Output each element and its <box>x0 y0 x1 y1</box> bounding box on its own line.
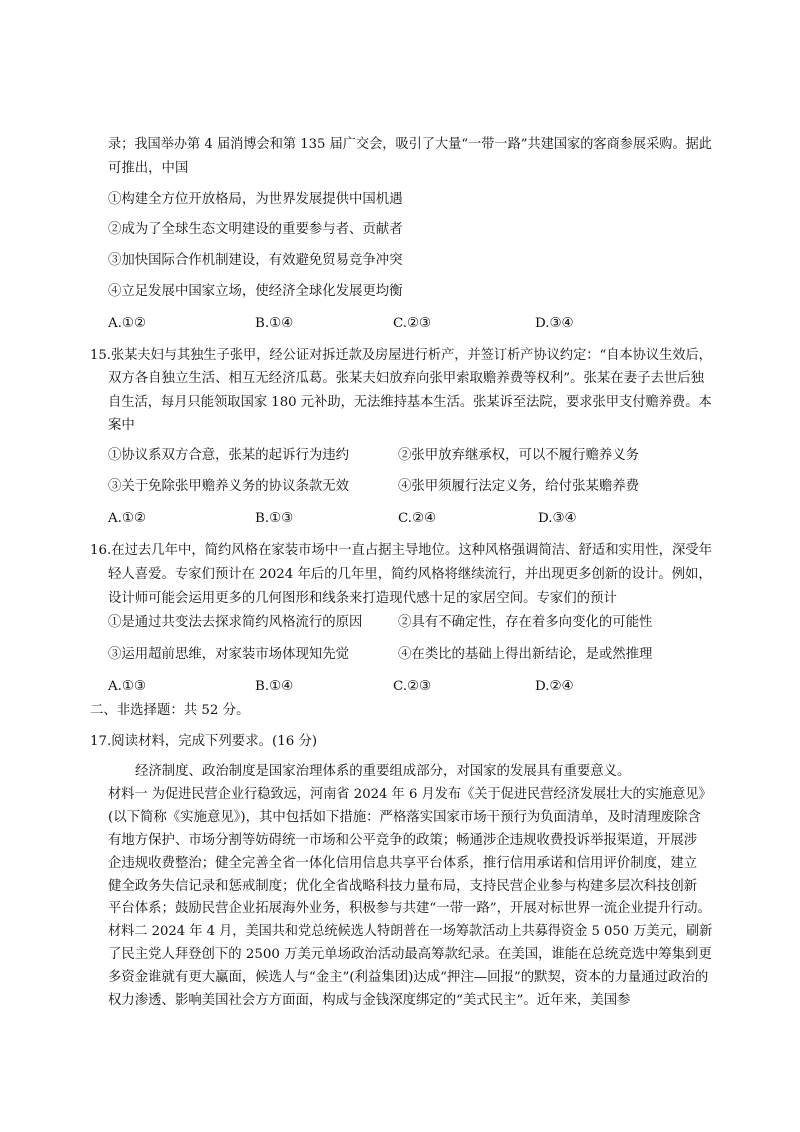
material-1-line-3: 有地方保护、市场分割等妨碍统一市场和公平竞争的政策；畅通涉企违规收费投诉举报渠道，开展涉 <box>108 833 698 848</box>
material-2-line-1: 材料二 2024 年 4 月，美国共和党总统候选人特朗普在一场筹款活动上共募得资金 5 050 万美元，刷新 <box>108 924 713 939</box>
q14-stem-line-2: 可推出，中国 <box>108 161 189 176</box>
q15-option-b: B.①③ <box>255 511 294 526</box>
q15-stem-line-3: 自生活，每月只能领取国家 180 元补助，无法维持基本生活。张某诉至法院，要求张甲支付赡养费。本 <box>108 395 712 410</box>
material-2-line-3: 多资金谁就有更大赢面，候选人与“金主”(利益集团)达成“押注—回报”的默契，资本的力量通过政治的 <box>108 970 709 985</box>
q16-item-4: ④在类比的基础上得出新结论，是或然推理 <box>398 647 653 662</box>
material-2-line-4: 权力渗透、影响美国社会方方面面，构成与金钱深度绑定的“美式民主”。近年来，美国参 <box>108 993 631 1008</box>
material-1-line-1: 材料一 为促进民营企业行稳致远，河南省 2024 年 6 月发布《关于促进民营经济发展壮大的实施意见》 <box>108 787 712 802</box>
q15-stem-line-4: 案中 <box>108 418 135 433</box>
q16-item-2: ②具有不确定性，存在着多向变化的可能性 <box>398 615 653 630</box>
q17-title: 17.阅读材料，完成下列要求。(16 分) <box>90 734 318 749</box>
q15-item-3: ③关于免除张甲赡养义务的协议条款无效 <box>108 479 350 494</box>
q16-stem-line-3: 设计师可能会运用更多的几何图形和线条来打造现代感十足的家居空间。专家们的预计 <box>108 591 617 606</box>
q17-intro: 经济制度、政治制度是国家治理体系的重要组成部分，对国家的发展具有重要意义。 <box>135 764 631 779</box>
q15-item-1: ①协议系双方合意，张某的起诉行为违约 <box>108 448 350 463</box>
q15-item-2: ②张甲放弃继承权，可以不履行赡养义务 <box>398 448 640 463</box>
q15-item-4: ④张甲须履行法定义务，给付张某赡养费 <box>398 479 640 494</box>
q14-item-2: ②成为了全球生态文明建设的重要参与者、贡献者 <box>108 222 403 237</box>
q14-option-d: D.③④ <box>535 316 574 331</box>
q15-option-a: A.①② <box>108 511 146 526</box>
material-1-line-2: (以下简称《实施意见》)，其中包括如下措施：严格落实国家市场干预行为负面清单，及时清理废除含 <box>108 810 701 825</box>
q14-option-b: B.①④ <box>255 316 294 331</box>
q14-option-a: A.①② <box>108 316 146 331</box>
q14-item-4: ④立足发展中国家立场，使经济全球化发展更均衡 <box>108 284 403 299</box>
q16-stem-line-2: 轻人喜爱。专家们预计在 2024 年后的几年里，简约风格将继续流行，并出现更多创新的设计。例如， <box>108 567 712 582</box>
q16-option-a: A.①③ <box>108 679 146 694</box>
q14-item-1: ①构建全方位开放格局，为世界发展提供中国机遇 <box>108 192 403 207</box>
q16-stem-line-1: 16.在过去几年中，简约风格在家装市场中一直占据主导地位。这种风格强调简洁、舒适和实用性，深受年 <box>90 543 713 558</box>
q15-option-d: D.③④ <box>538 511 577 526</box>
q16-item-1: ①是通过共变法去探求简约风格流行的原因 <box>108 615 363 630</box>
q15-stem-line-2: 双方各自独立生活、相互无经济瓜葛。张某夫妇放弃向张甲索取赡养费等权利”。张某在妻子去世后独 <box>108 371 705 386</box>
q14-option-c: C.②③ <box>393 316 432 331</box>
material-2-line-2: 了民主党人拜登创下的 2500 万美元单场政治活动最高筹款纪录。在美国，谁能在总统竞选中筹集到更 <box>108 947 712 962</box>
q16-item-3: ③运用超前思维，对家装市场体现知先觉 <box>108 647 350 662</box>
material-1-line-6: 平台体系；鼓励民营企业拓展海外业务，积极参与共建“一带一路”，开展对标世界一流企业提升行动。 <box>108 901 711 916</box>
section-heading: 二、非选择题：共 52 分。 <box>90 703 250 718</box>
q14-stem-line-1: 录；我国举办第 4 届消博会和第 135 届广交会，吸引了大量“一带一路”共建国家的客商参展采购。据此 <box>108 137 712 152</box>
q16-option-c: C.②③ <box>393 679 432 694</box>
material-1-line-4: 企违规收费整治；健全完善全省一体化信用信息共享平台体系，推行信用承诺和信用评价制度，建立 <box>108 856 698 871</box>
q16-option-b: B.①④ <box>255 679 294 694</box>
q16-option-d: D.②④ <box>535 679 574 694</box>
q15-stem-line-1: 15.张某夫妇与其独生子张甲，经公证对拆迁款及房屋进行析产，并签订析产协议约定：“自本协议生效后， <box>90 348 712 363</box>
material-1-line-5: 健全政务失信记录和惩戒制度；优化全省战略科技力量布局，支持民营企业参与构建多层次科技创新 <box>108 879 698 894</box>
q14-item-3: ③加快国际合作机制建设，有效避免贸易竞争冲突 <box>108 253 403 268</box>
q15-option-c: C.②④ <box>398 511 437 526</box>
